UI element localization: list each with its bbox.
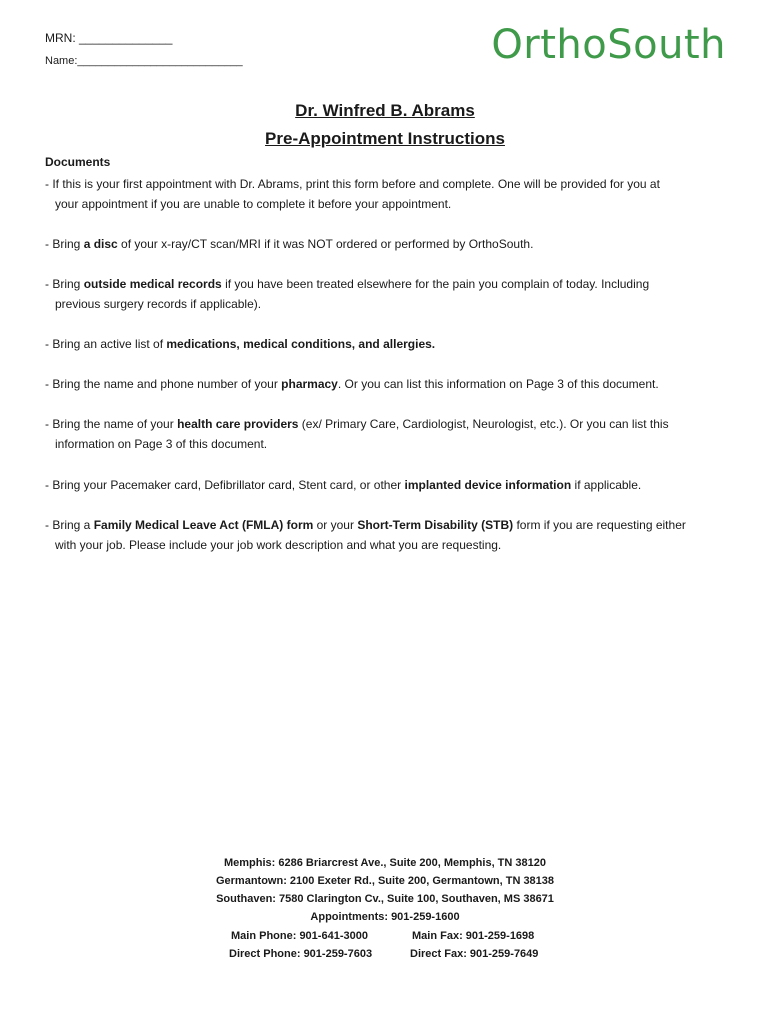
- section-heading-documents: Documents: [45, 155, 111, 169]
- address-germantown: Germantown: 2100 Exeter Rd., Suite 200, Germantown, TN 38138: [215, 875, 555, 887]
- item-emphasis: pharmacy: [281, 377, 338, 391]
- direct-fax: Direct Fax: 901-259-7649: [410, 948, 539, 960]
- instruction-item-first-appointment: [45, 174, 725, 214]
- instruction-item-records: [45, 274, 725, 314]
- item-emphasis: medications, medical conditions, and allergies.: [166, 337, 436, 351]
- item-text: form if you are requesting either: [513, 518, 686, 532]
- main-phone: Main Phone: 901-641-3000: [231, 930, 368, 942]
- address-southaven: Southaven: 7580 Clarington Cv., Suite 100, Southaven, MS 38671: [216, 893, 554, 905]
- item-text-cont: information on Page 3 of this document.: [55, 437, 268, 451]
- item-text: - Bring the name of your: [45, 417, 178, 431]
- doctor-title: Dr. Winfred B. Abrams: [295, 101, 475, 120]
- item-text: - Bring a: [45, 518, 94, 532]
- appointments-phone: Appointments: 901-259-1600: [310, 911, 460, 923]
- instruction-item-devices: [45, 475, 725, 495]
- item-text: - Bring the name and phone number of your: [45, 377, 282, 391]
- item-text: - If this is your first appointment with Dr. Abrams, print this form before and complete. One will be provided for you at: [45, 177, 660, 191]
- item-text: - Bring: [45, 277, 84, 291]
- orthosouth-logo: OrthoSouth: [491, 22, 726, 68]
- item-emphasis: Family Medical Leave Act (FMLA) form: [93, 518, 314, 532]
- item-text: - Bring: [45, 237, 84, 251]
- item-text: - Bring your Pacemaker card, Defibrillator card, Stent card, or other: [45, 478, 405, 492]
- instruction-item-providers: [45, 414, 725, 454]
- item-emphasis: health care providers: [177, 417, 299, 431]
- item-emphasis: a disc: [83, 237, 118, 251]
- item-emphasis: implanted device information: [404, 478, 572, 492]
- instruction-item-fmla: [45, 515, 725, 555]
- instruction-item-disc: [45, 234, 725, 254]
- item-text-cont: with your job. Please include your job work description and what you are requesting.: [55, 538, 502, 552]
- item-text: . Or you can list this information on Page 3 of this document.: [337, 377, 659, 391]
- item-text: - Bring an active list of: [45, 337, 167, 351]
- item-text-cont: your appointment if you are unable to complete it before your appointment.: [55, 197, 452, 211]
- item-text-cont: previous surgery records if applicable).: [55, 297, 262, 311]
- item-text: if you have been treated elsewhere for the pain you complain of today. Including: [221, 277, 650, 291]
- patient-name-field[interactable]: Name:___________________________: [45, 55, 243, 67]
- page-title: Pre-Appointment Instructions: [265, 129, 505, 148]
- address-memphis: Memphis: 6286 Briarcrest Ave., Suite 200, Memphis, TN 38120: [224, 857, 546, 869]
- instruction-item-pharmacy: [45, 374, 725, 394]
- item-text: (ex/ Primary Care, Cardiologist, Neurologist, etc.). Or you can list this: [298, 417, 669, 431]
- item-text: if applicable.: [571, 478, 642, 492]
- instruction-item-medications: [45, 334, 725, 354]
- direct-phone: Direct Phone: 901-259-7603: [229, 948, 373, 960]
- item-emphasis: Short-Term Disability (STB): [357, 518, 514, 532]
- mrn-field[interactable]: MRN: ______________: [45, 31, 173, 45]
- item-text: of your x-ray/CT scan/MRI if it was NOT ordered or performed by OrthoSouth.: [117, 237, 534, 251]
- item-text: or your: [313, 518, 358, 532]
- main-fax: Main Fax: 901-259-1698: [412, 930, 535, 942]
- item-emphasis: outside medical records: [83, 277, 222, 291]
